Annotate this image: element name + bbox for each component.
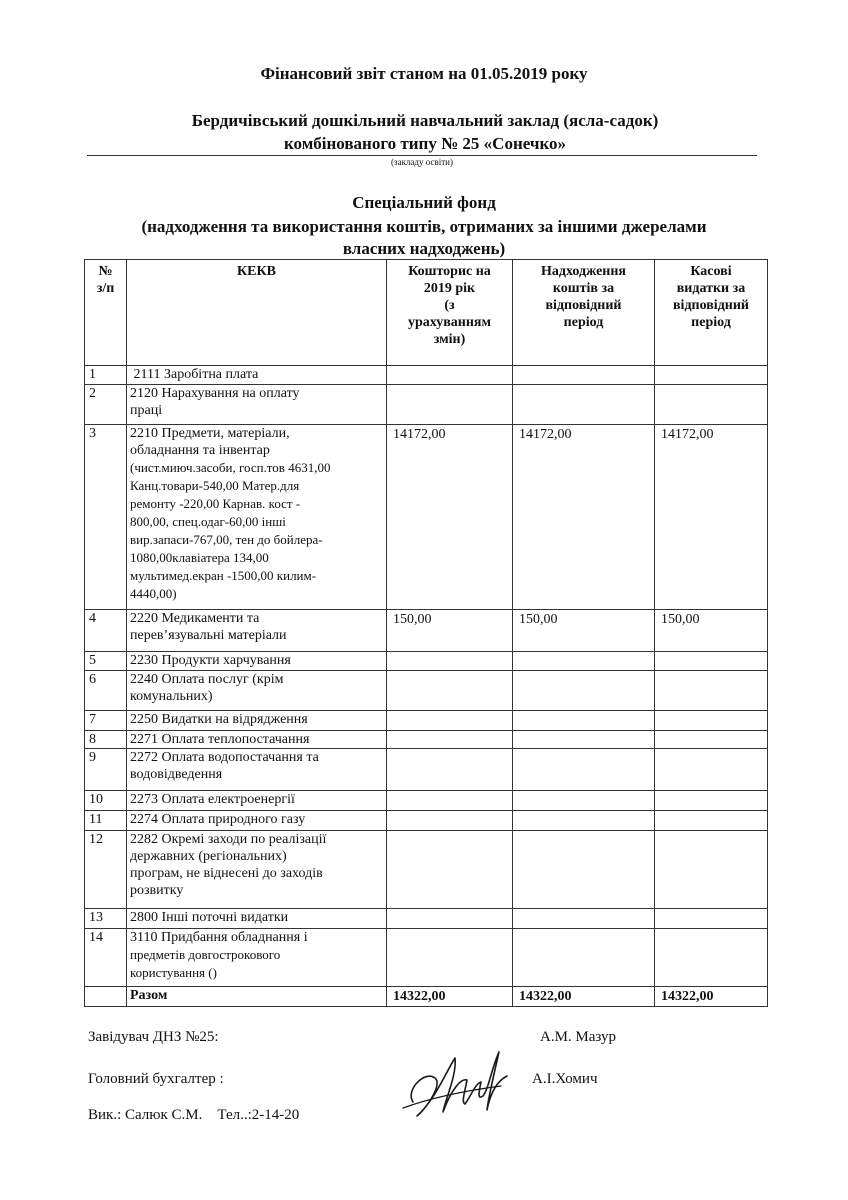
fund-subtitle-line2: власних надходжень) xyxy=(342,239,506,258)
table-row xyxy=(85,385,768,425)
row-plan xyxy=(387,366,513,385)
row-expenses xyxy=(655,749,768,791)
table-row xyxy=(85,711,768,731)
accountant-name: А.І.Хомич xyxy=(532,1071,598,1087)
col-header-receipts: Надходження коштів за відповідний період xyxy=(513,260,655,366)
row-receipts xyxy=(513,811,655,831)
institution-name-line1: Бердичівський дошкільний навчальний заклад (ясла-садок) xyxy=(191,111,659,130)
row-num: 4 xyxy=(85,610,127,652)
table-row xyxy=(85,929,768,987)
row-receipts xyxy=(513,749,655,791)
executor-info: Вик.: Салюк С.М. Тел..:2-14-20 xyxy=(88,1107,300,1123)
row-num: 3 xyxy=(85,425,127,610)
row-plan xyxy=(387,909,513,929)
total-label: Разом xyxy=(127,987,387,1007)
row-kekv: 2240 Оплата послуг (крім комунальних) xyxy=(127,671,387,711)
row-kekv: 2274 Оплата природного газу xyxy=(127,811,387,831)
row-num: 7 xyxy=(85,711,127,731)
institution-name-line2: комбінованого типу № 25 «Сонечко» xyxy=(283,134,567,153)
row-num: 5 xyxy=(85,652,127,671)
row-expenses xyxy=(655,831,768,909)
row-expenses xyxy=(655,385,768,425)
row-receipts xyxy=(513,909,655,929)
row-plan xyxy=(387,711,513,731)
report-title: Фінансовий звіт станом на 01.05.2019 року xyxy=(260,64,588,83)
fund-subtitle-line1: (надходження та використання коштів, отриманих за іншими джерелами xyxy=(141,217,707,236)
row-kekv: 2272 Оплата водопостачання та водовідведення xyxy=(127,749,387,791)
table-row xyxy=(85,425,768,610)
report-table xyxy=(84,259,768,1007)
row-kekv: 2800 Інші поточні видатки xyxy=(127,909,387,929)
table-header-row xyxy=(85,260,768,366)
row-plan xyxy=(387,831,513,909)
table-row xyxy=(85,652,768,671)
row-kekv: 2210 Предмети, матеріали, обладнання та інвентар (чист.миюч.засоби, госп.тов 4631,00 Канц.товари-540,00 Матер.для ремонту -220,00 Карнав. кост - 800,00, спец.одаг-60,00 інші вир.запаси-767,00, тен до бойлера- 1080,00клавіатера 134,00 мультимед.екран -1500,00 килим- 4440,00) xyxy=(127,425,387,610)
row-kekv: 2250 Видатки на відрядження xyxy=(127,711,387,731)
row-receipts xyxy=(513,929,655,987)
row-receipts xyxy=(513,652,655,671)
row-plan xyxy=(387,749,513,791)
total-num xyxy=(85,987,127,1007)
table-total-row xyxy=(85,987,768,1007)
row-plan xyxy=(387,929,513,987)
row-receipts xyxy=(513,731,655,749)
row-receipts xyxy=(513,385,655,425)
table-row xyxy=(85,811,768,831)
row-expenses xyxy=(655,909,768,929)
row-kekv: 2220 Медикаменти та перев’язувальні матеріали xyxy=(127,610,387,652)
row-receipts xyxy=(513,831,655,909)
row-expenses xyxy=(655,791,768,811)
row-num: 9 xyxy=(85,749,127,791)
row-kekv: 2273 Оплата електроенергії xyxy=(127,791,387,811)
row-expenses: 14172,00 xyxy=(655,425,768,610)
table-row xyxy=(85,909,768,929)
row-expenses xyxy=(655,366,768,385)
table-row xyxy=(85,610,768,652)
row-receipts xyxy=(513,671,655,711)
row-plan: 150,00 xyxy=(387,610,513,652)
row-plan xyxy=(387,791,513,811)
row-plan xyxy=(387,385,513,425)
row-num: 6 xyxy=(85,671,127,711)
table-row xyxy=(85,831,768,909)
col-header-plan: Кошторис на 2019 рік (з урахуванням змін) xyxy=(387,260,513,366)
table-row xyxy=(85,671,768,711)
row-expenses xyxy=(655,731,768,749)
row-details: предметів довгострокового користування () xyxy=(130,947,281,980)
total-receipts: 14322,00 xyxy=(513,987,655,1007)
accountant-signature-label: Головний бухгалтер : xyxy=(88,1071,224,1087)
row-num: 11 xyxy=(85,811,127,831)
col-header-kekv: КЕКВ xyxy=(127,260,387,366)
total-expenses: 14322,00 xyxy=(655,987,768,1007)
row-receipts: 150,00 xyxy=(513,610,655,652)
row-kekv: 2282 Окремі заходи по реалізації державних (регіональних) програм, не віднесені до заходів розвитку xyxy=(127,831,387,909)
row-plan xyxy=(387,731,513,749)
row-plan xyxy=(387,671,513,711)
handwritten-signature-icon xyxy=(395,1030,515,1130)
row-num: 13 xyxy=(85,909,127,929)
row-kekv: 2120 Нарахування на оплату праці xyxy=(127,385,387,425)
row-expenses xyxy=(655,671,768,711)
row-expenses xyxy=(655,652,768,671)
row-kekv: 3110 Придбання обладнання і предметів довгострокового користування () xyxy=(127,929,387,987)
row-num: 2 xyxy=(85,385,127,425)
row-details: (чист.миюч.засоби, госп.тов 4631,00 Канц.товари-540,00 Матер.для ремонту -220,00 Карнав. кост - 800,00, спец.одаг-60,00 інші вир.запаси-767,00, тен до бойлера- 1080,00клавіатера 134,00 мультимед.екран -1500,00 килим- 4440,00) xyxy=(130,460,331,601)
row-expenses xyxy=(655,711,768,731)
row-kekv: 2230 Продукти харчування xyxy=(127,652,387,671)
row-num: 8 xyxy=(85,731,127,749)
fund-title: Спеціальний фонд xyxy=(352,193,496,212)
row-num: 14 xyxy=(85,929,127,987)
table-row xyxy=(85,749,768,791)
row-receipts: 14172,00 xyxy=(513,425,655,610)
table-row xyxy=(85,791,768,811)
row-plan xyxy=(387,811,513,831)
total-plan: 14322,00 xyxy=(387,987,513,1007)
head-signature-label: Завідувач ДНЗ №25: xyxy=(88,1029,219,1045)
row-receipts xyxy=(513,711,655,731)
row-kekv: 2271 Оплата теплопостачання xyxy=(127,731,387,749)
row-expenses xyxy=(655,929,768,987)
table-row xyxy=(85,731,768,749)
row-num: 10 xyxy=(85,791,127,811)
table-row xyxy=(85,366,768,385)
row-expenses: 150,00 xyxy=(655,610,768,652)
row-plan: 14172,00 xyxy=(387,425,513,610)
row-receipts xyxy=(513,366,655,385)
row-expenses xyxy=(655,811,768,831)
row-plan xyxy=(387,652,513,671)
row-receipts xyxy=(513,791,655,811)
head-name: А.М. Мазур xyxy=(540,1029,617,1045)
institution-caption: (закладу освіти) xyxy=(391,157,453,167)
row-kekv: 2111 Заробітна плата xyxy=(127,366,387,385)
row-num: 12 xyxy=(85,831,127,909)
col-header-expenses: Касові видатки за відповідний період xyxy=(655,260,768,366)
col-header-num: № з/п xyxy=(85,260,127,366)
institution-underline xyxy=(87,155,757,156)
row-num: 1 xyxy=(85,366,127,385)
